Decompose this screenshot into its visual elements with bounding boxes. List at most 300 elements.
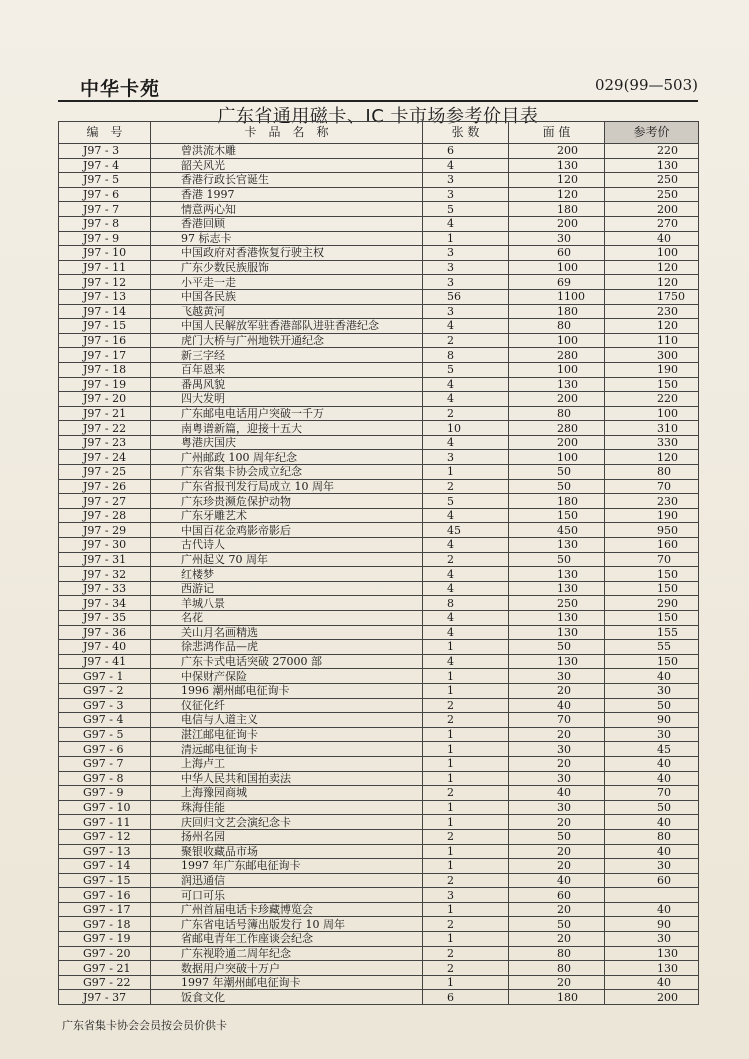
cell-name: 四大发明 [151,392,423,407]
cell-face-value: 40 [509,786,605,801]
cell-code: G97 - 2 [59,683,151,698]
cell-name: 香港回顾 [151,216,423,231]
cell-name: 饭食文化 [151,990,423,1005]
cell-reference-price: 160 [605,538,699,553]
cell-reference-price: 130 [605,158,699,173]
cell-code: J97 - 29 [59,523,151,538]
cell-name: 情意两心知 [151,202,423,217]
table-row [59,581,699,596]
table-row [59,990,699,1005]
cell-name: 湛江邮电征询卡 [151,727,423,742]
cell-code: J97 - 33 [59,581,151,596]
cell-name: 珠海佳能 [151,800,423,815]
cell-name: 西游记 [151,581,423,596]
table-row [59,260,699,275]
cell-code: G97 - 6 [59,742,151,757]
table-row [59,611,699,626]
cell-count: 3 [423,260,509,275]
table-row [59,523,699,538]
cell-reference-price: 200 [605,202,699,217]
cell-name: 清远邮电征询卡 [151,742,423,757]
cell-count: 4 [423,508,509,523]
cell-count: 4 [423,654,509,669]
cell-face-value: 200 [509,216,605,231]
cell-reference-price: 40 [605,844,699,859]
cell-code: J97 - 12 [59,275,151,290]
cell-code: G97 - 17 [59,902,151,917]
table-row [59,756,699,771]
table-row [59,771,699,786]
cell-code: J97 - 18 [59,362,151,377]
table-row [59,435,699,450]
cell-face-value: 250 [509,596,605,611]
cell-face-value: 60 [509,888,605,903]
table-row [59,187,699,202]
cell-code: J97 - 15 [59,319,151,334]
price-table [58,121,699,1005]
cell-count: 3 [423,888,509,903]
cell-face-value: 50 [509,829,605,844]
cell-reference-price: 1750 [605,289,699,304]
cell-reference-price: 250 [605,187,699,202]
cell-name: 粤港庆国庆 [151,435,423,450]
cell-reference-price: 330 [605,435,699,450]
cell-name: 香港 1997 [151,187,423,202]
table-row [59,873,699,888]
table-row [59,158,699,173]
cell-count: 56 [423,289,509,304]
cell-name: 名花 [151,611,423,626]
cell-reference-price: 100 [605,246,699,261]
cell-name: 南粤谱新篇，迎接十五大 [151,421,423,436]
cell-count: 6 [423,144,509,159]
cell-count: 1 [423,756,509,771]
table-row [59,377,699,392]
cell-name: 广东珍贵濒危保护动物 [151,494,423,509]
cell-code: G97 - 5 [59,727,151,742]
cell-code: J97 - 9 [59,231,151,246]
page-code: 029(99—503) [594,76,698,94]
cell-code: J97 - 8 [59,216,151,231]
table-row [59,917,699,932]
cell-face-value: 200 [509,435,605,450]
table-row [59,362,699,377]
table-row [59,640,699,655]
cell-reference-price: 270 [605,216,699,231]
cell-code: G97 - 7 [59,756,151,771]
cell-reference-price: 190 [605,362,699,377]
cell-name: 1997 年广东邮电征询卡 [151,859,423,874]
cell-face-value: 80 [509,946,605,961]
table-row [59,683,699,698]
cell-face-value: 80 [509,406,605,421]
cell-face-value: 100 [509,333,605,348]
table-row [59,786,699,801]
cell-count: 1 [423,975,509,990]
table-row [59,508,699,523]
cell-count: 45 [423,523,509,538]
cell-name: 广东省集卡协会成立纪念 [151,465,423,480]
cell-name: 香港行政长官诞生 [151,173,423,188]
cell-face-value: 30 [509,669,605,684]
table-row [59,304,699,319]
cell-count: 2 [423,786,509,801]
cell-reference-price: 60 [605,873,699,888]
cell-count: 3 [423,275,509,290]
cell-count: 1 [423,683,509,698]
cell-face-value: 50 [509,465,605,480]
cell-count: 8 [423,348,509,363]
cell-reference-price: 40 [605,756,699,771]
table-row [59,246,699,261]
cell-face-value: 20 [509,932,605,947]
cell-name: 广东视聆通二周年纪念 [151,946,423,961]
cell-reference-price: 220 [605,144,699,159]
cell-count: 4 [423,216,509,231]
table-title: 广东省通用磁卡、IC 卡市场参考价目表 [217,106,539,127]
cell-face-value: 40 [509,698,605,713]
cell-face-value: 130 [509,538,605,553]
cell-face-value: 20 [509,859,605,874]
cell-face-value: 100 [509,450,605,465]
cell-code: G97 - 15 [59,873,151,888]
table-row [59,902,699,917]
cell-reference-price: 70 [605,786,699,801]
cell-code: G97 - 12 [59,829,151,844]
cell-count: 2 [423,333,509,348]
cell-face-value: 100 [509,260,605,275]
cell-code: J97 - 24 [59,450,151,465]
cell-face-value: 50 [509,479,605,494]
cell-reference-price: 190 [605,508,699,523]
cell-count: 4 [423,581,509,596]
cell-reference-price: 90 [605,713,699,728]
cell-reference-price: 40 [605,771,699,786]
cell-code: G97 - 18 [59,917,151,932]
cell-face-value: 130 [509,611,605,626]
table-row [59,319,699,334]
cell-code: J97 - 32 [59,567,151,582]
cell-face-value: 280 [509,421,605,436]
cell-face-value: 180 [509,304,605,319]
cell-count: 3 [423,246,509,261]
cell-code: G97 - 21 [59,961,151,976]
cell-name: 广州邮政 100 周年纪念 [151,450,423,465]
cell-name: 省邮电青年工作座谈会纪念 [151,932,423,947]
table-row [59,231,699,246]
cell-face-value: 30 [509,800,605,815]
cell-reference-price: 50 [605,698,699,713]
cell-name: 仪征化纤 [151,698,423,713]
cell-count: 10 [423,421,509,436]
table-row [59,829,699,844]
cell-name: 上海卢工 [151,756,423,771]
cell-reference-price: 40 [605,815,699,830]
cell-face-value: 130 [509,158,605,173]
cell-face-value: 120 [509,173,605,188]
cell-face-value: 60 [509,246,605,261]
cell-reference-price: 110 [605,333,699,348]
cell-reference-price: 290 [605,596,699,611]
cell-reference-price: 40 [605,669,699,684]
cell-face-value: 20 [509,727,605,742]
cell-name: 小平走一走 [151,275,423,290]
cell-face-value: 180 [509,494,605,509]
cell-count: 4 [423,567,509,582]
cell-code: J97 - 26 [59,479,151,494]
cell-reference-price: 120 [605,319,699,334]
cell-face-value: 180 [509,202,605,217]
cell-code: G97 - 11 [59,815,151,830]
cell-face-value: 130 [509,377,605,392]
cell-count: 8 [423,596,509,611]
cell-reference-price: 40 [605,902,699,917]
table-row [59,275,699,290]
table-row [59,173,699,188]
cell-reference-price: 120 [605,260,699,275]
cell-code: J97 - 30 [59,538,151,553]
cell-count: 1 [423,669,509,684]
cell-name: 润迅通信 [151,873,423,888]
table-row [59,202,699,217]
table-row [59,654,699,669]
cell-name: 中华人民共和国拍卖法 [151,771,423,786]
cell-code: J97 - 35 [59,611,151,626]
cell-name: 韶关风光 [151,158,423,173]
cell-reference-price: 155 [605,625,699,640]
cell-reference-price: 150 [605,377,699,392]
cell-name: 百年恩来 [151,362,423,377]
cell-face-value: 200 [509,392,605,407]
cell-count: 4 [423,392,509,407]
cell-code: J97 - 14 [59,304,151,319]
cell-count: 1 [423,932,509,947]
cell-face-value: 280 [509,348,605,363]
cell-count: 4 [423,435,509,450]
cell-count: 4 [423,377,509,392]
cell-reference-price: 30 [605,859,699,874]
cell-reference-price: 100 [605,406,699,421]
cell-face-value: 40 [509,873,605,888]
cell-reference-price: 310 [605,421,699,436]
cell-reference-price: 45 [605,742,699,757]
cell-face-value: 180 [509,990,605,1005]
cell-code: J97 - 41 [59,654,151,669]
cell-reference-price: 950 [605,523,699,538]
page-header [58,74,698,98]
cell-face-value: 80 [509,319,605,334]
table-row [59,815,699,830]
table-row [59,859,699,874]
cell-reference-price: 230 [605,304,699,319]
cell-reference-price: 70 [605,552,699,567]
table-row [59,392,699,407]
cell-face-value: 130 [509,654,605,669]
cell-code: G97 - 20 [59,946,151,961]
table-row [59,961,699,976]
cell-name: 广东省报刊发行局成立 10 周年 [151,479,423,494]
cell-name: 1996 潮州邮电征询卡 [151,683,423,698]
cell-reference-price: 250 [605,173,699,188]
cell-code: J97 - 13 [59,289,151,304]
cell-count: 2 [423,552,509,567]
col-header-face-value: 面 值 [509,122,605,144]
cell-face-value: 70 [509,713,605,728]
cell-code: J97 - 5 [59,173,151,188]
cell-name: 红楼梦 [151,567,423,582]
cell-count: 2 [423,479,509,494]
table-row [59,333,699,348]
cell-count: 2 [423,961,509,976]
cell-code: J97 - 4 [59,158,151,173]
cell-face-value: 30 [509,771,605,786]
table-row [59,479,699,494]
cell-count: 4 [423,611,509,626]
table-row [59,216,699,231]
cell-face-value: 69 [509,275,605,290]
table-row [59,727,699,742]
col-header-name: 卡 品 名 称 [151,122,423,144]
cell-name: 广东少数民族服饰 [151,260,423,275]
cell-name: 中国政府对香港恢复行驶主权 [151,246,423,261]
cell-count: 4 [423,538,509,553]
col-header-count: 张 数 [423,122,509,144]
cell-code: G97 - 1 [59,669,151,684]
table-row [59,348,699,363]
cell-name: 广东省电话号簿出版发行 10 周年 [151,917,423,932]
cell-name: 广东邮电电话用户突破一千万 [151,406,423,421]
cell-face-value: 100 [509,362,605,377]
table-row [59,465,699,480]
cell-reference-price: 80 [605,465,699,480]
cell-face-value: 50 [509,917,605,932]
cell-count: 1 [423,844,509,859]
cell-count: 2 [423,406,509,421]
cell-code: J97 - 25 [59,465,151,480]
cell-name: 1997 年潮州邮电征询卡 [151,975,423,990]
cell-reference-price: 200 [605,990,699,1005]
cell-reference-price: 50 [605,800,699,815]
cell-reference-price: 55 [605,640,699,655]
cell-name: 庆回归文艺会演纪念卡 [151,815,423,830]
cell-code: J97 - 11 [59,260,151,275]
table-row [59,975,699,990]
table-row [59,800,699,815]
cell-count: 3 [423,450,509,465]
cell-count: 4 [423,158,509,173]
cell-code: G97 - 16 [59,888,151,903]
cell-reference-price: 130 [605,946,699,961]
cell-face-value: 120 [509,187,605,202]
cell-reference-price: 80 [605,829,699,844]
table-row [59,625,699,640]
cell-reference-price: 30 [605,727,699,742]
cell-count: 2 [423,946,509,961]
table-row [59,888,699,903]
cell-code: J97 - 6 [59,187,151,202]
cell-face-value: 20 [509,975,605,990]
cell-name: 广州首届电话卡珍藏博览会 [151,902,423,917]
cell-code: G97 - 22 [59,975,151,990]
cell-name: 新三字经 [151,348,423,363]
table-row [59,421,699,436]
table-row [59,596,699,611]
col-header-reference-price: 参考价 [605,122,699,144]
cell-reference-price: 150 [605,581,699,596]
cell-code: G97 - 8 [59,771,151,786]
table-row [59,289,699,304]
cell-reference-price: 40 [605,231,699,246]
cell-code: J97 - 23 [59,435,151,450]
cell-code: J97 - 28 [59,508,151,523]
cell-code: G97 - 9 [59,786,151,801]
col-header-code: 编 号 [59,122,151,144]
cell-code: J97 - 27 [59,494,151,509]
cell-code: J97 - 19 [59,377,151,392]
cell-name: 数据用户突破十万户 [151,961,423,976]
footer-note: 广东省集卡协会会员按会员价供卡 [62,1019,227,1032]
cell-count: 4 [423,625,509,640]
cell-reference-price: 40 [605,975,699,990]
table-row [59,742,699,757]
cell-name: 羊城八景 [151,596,423,611]
cell-name: 中保财产保险 [151,669,423,684]
cell-face-value: 80 [509,961,605,976]
cell-name: 番禺风貌 [151,377,423,392]
table-row [59,406,699,421]
cell-name: 徐悲鸿作品—虎 [151,640,423,655]
cell-code: J97 - 7 [59,202,151,217]
cell-face-value: 150 [509,508,605,523]
table-row [59,144,699,159]
cell-face-value: 20 [509,902,605,917]
cell-count: 1 [423,640,509,655]
cell-count: 1 [423,727,509,742]
cell-code: J97 - 16 [59,333,151,348]
cell-name: 古代诗人 [151,538,423,553]
cell-reference-price: 150 [605,567,699,582]
cell-code: J97 - 37 [59,990,151,1005]
cell-count: 1 [423,771,509,786]
cell-code: J97 - 21 [59,406,151,421]
cell-code: G97 - 4 [59,713,151,728]
cell-face-value: 50 [509,640,605,655]
cell-name: 广东牙雕艺术 [151,508,423,523]
cell-face-value: 30 [509,231,605,246]
cell-face-value: 20 [509,815,605,830]
cell-name: 扬州名园 [151,829,423,844]
cell-count: 3 [423,304,509,319]
cell-reference-price: 30 [605,932,699,947]
cell-reference-price: 220 [605,392,699,407]
cell-count: 1 [423,231,509,246]
cell-reference-price: 300 [605,348,699,363]
cell-code: G97 - 13 [59,844,151,859]
cell-name: 中国各民族 [151,289,423,304]
cell-code: J97 - 17 [59,348,151,363]
cell-face-value: 20 [509,683,605,698]
cell-face-value: 1100 [509,289,605,304]
cell-face-value: 130 [509,567,605,582]
table-row [59,698,699,713]
cell-code: J97 - 36 [59,625,151,640]
table-row [59,450,699,465]
cell-count: 2 [423,917,509,932]
cell-count: 1 [423,815,509,830]
cell-code: J97 - 20 [59,392,151,407]
table-row [59,494,699,509]
cell-count: 1 [423,902,509,917]
